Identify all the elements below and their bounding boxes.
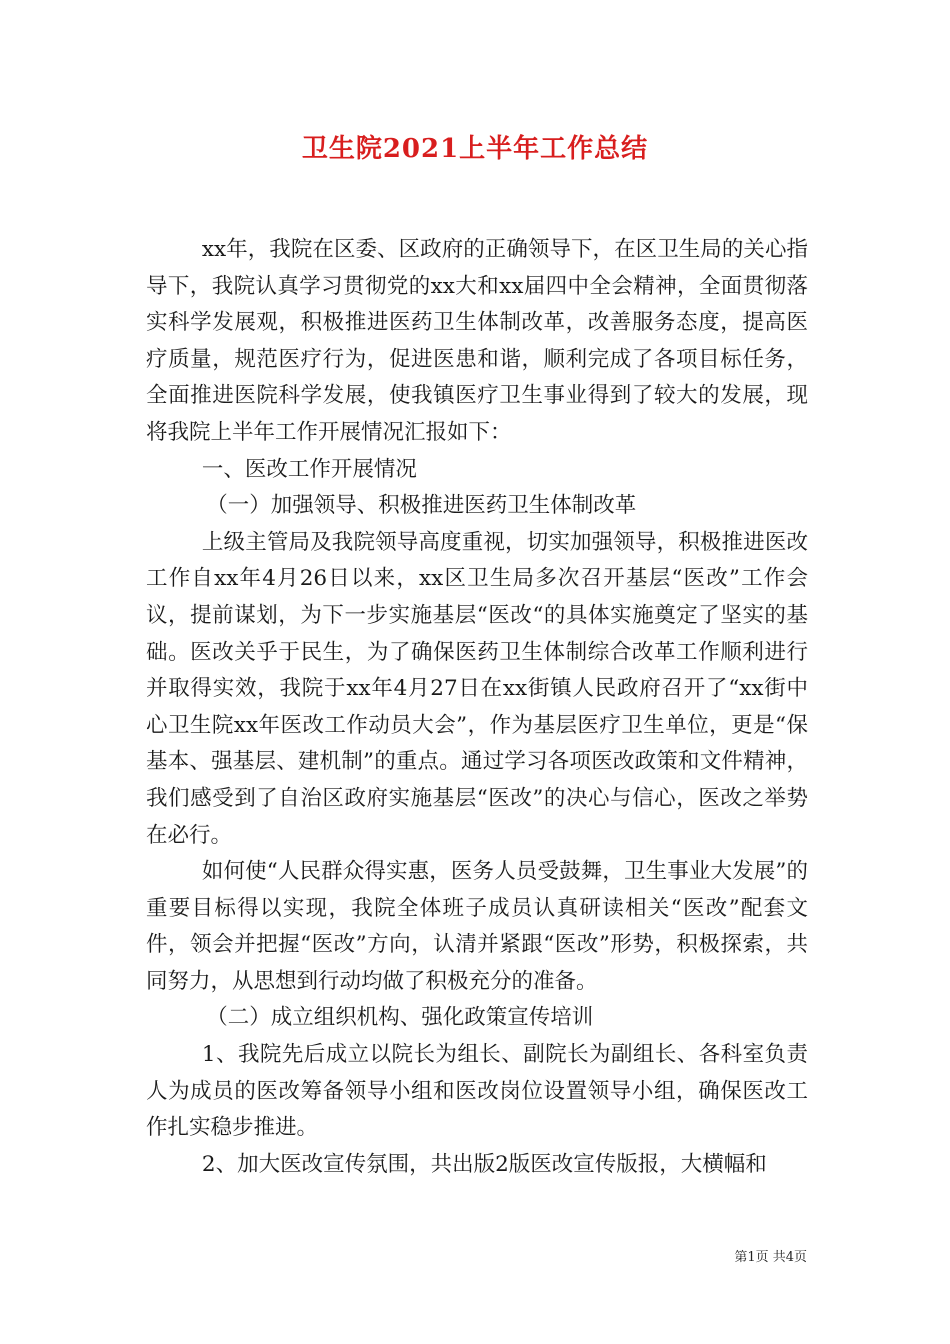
- page-number: 第1页 共4页: [734, 1250, 807, 1265]
- subsection-heading-2: （二）成立组织机构、强化政策宣传培训: [206, 1005, 594, 1031]
- body-paragraph: 上级主管局及我院领导高度重视，切实加强领导，积极推进医改工作自xx年4月26日以来，xx区卫生局多次召开基层“医改”工作会议，提前谋划，为下一步实施基层“医改“的具体实施奠定了坚实的基础。医改关乎于民生，为了确保医药卫生体制综合改革工作顺利进行并取得实效，我院于xx年4月27日在xx街镇人民政府召开了“xx街中心卫生院xx年医改工作动员大会”，作为基层医疗卫生单位，更是“保基本、强基层、建机制”的重点。通过学习各项医改政策和文件精神，我们感受到了自治区政府实施基层“医改”的决心与信心，医改之举势在必行。: [146, 529, 808, 848]
- subsection-heading-1: （一）加强领导、积极推进医药卫生体制改革: [206, 493, 637, 519]
- document-body: [146, 232, 808, 1183]
- section-heading-1: 一、医改工作开展情况: [201, 456, 417, 482]
- body-paragraph: 如何使“人民群众得实惠，医务人员受鼓舞，卫生事业大发展”的重要目标得以实现，我院全体班子成员认真研读相关“医改”配套文件，领会并把握“医改”方向，认清并紧跟“医改”形势，积极探索，共同努力，从思想到行动均做了积极充分的准备。: [146, 859, 808, 994]
- list-item: 2、加大医改宣传氛围，共出版2版医改宣传版报，大横幅和: [201, 1151, 767, 1177]
- intro-paragraph: xx年，我院在区委、区政府的正确领导下，在区卫生局的关心指导下，我院认真学习贯彻党的xx大和xx届四中全会精神，全面贯彻落实科学发展观，积极推进医药卫生体制改革，改善服务态度，提高医疗质量，规范医疗行为，促进医患和谐，顺利完成了各项目标任务，全面推进医院科学发展，使我镇医疗卫生事业得到了较大的发展，现将我院上半年工作开展情况汇报如下：: [146, 237, 808, 445]
- list-item: 1、我院先后成立以院长为组长、副院长为副组长、各科室负责人为成员的医改筹备领导小组和医改岗位设置领导小组，确保医改工作扎实稳步推进。: [146, 1042, 808, 1141]
- document-title: 卫生院2021上半年工作总结: [301, 134, 649, 164]
